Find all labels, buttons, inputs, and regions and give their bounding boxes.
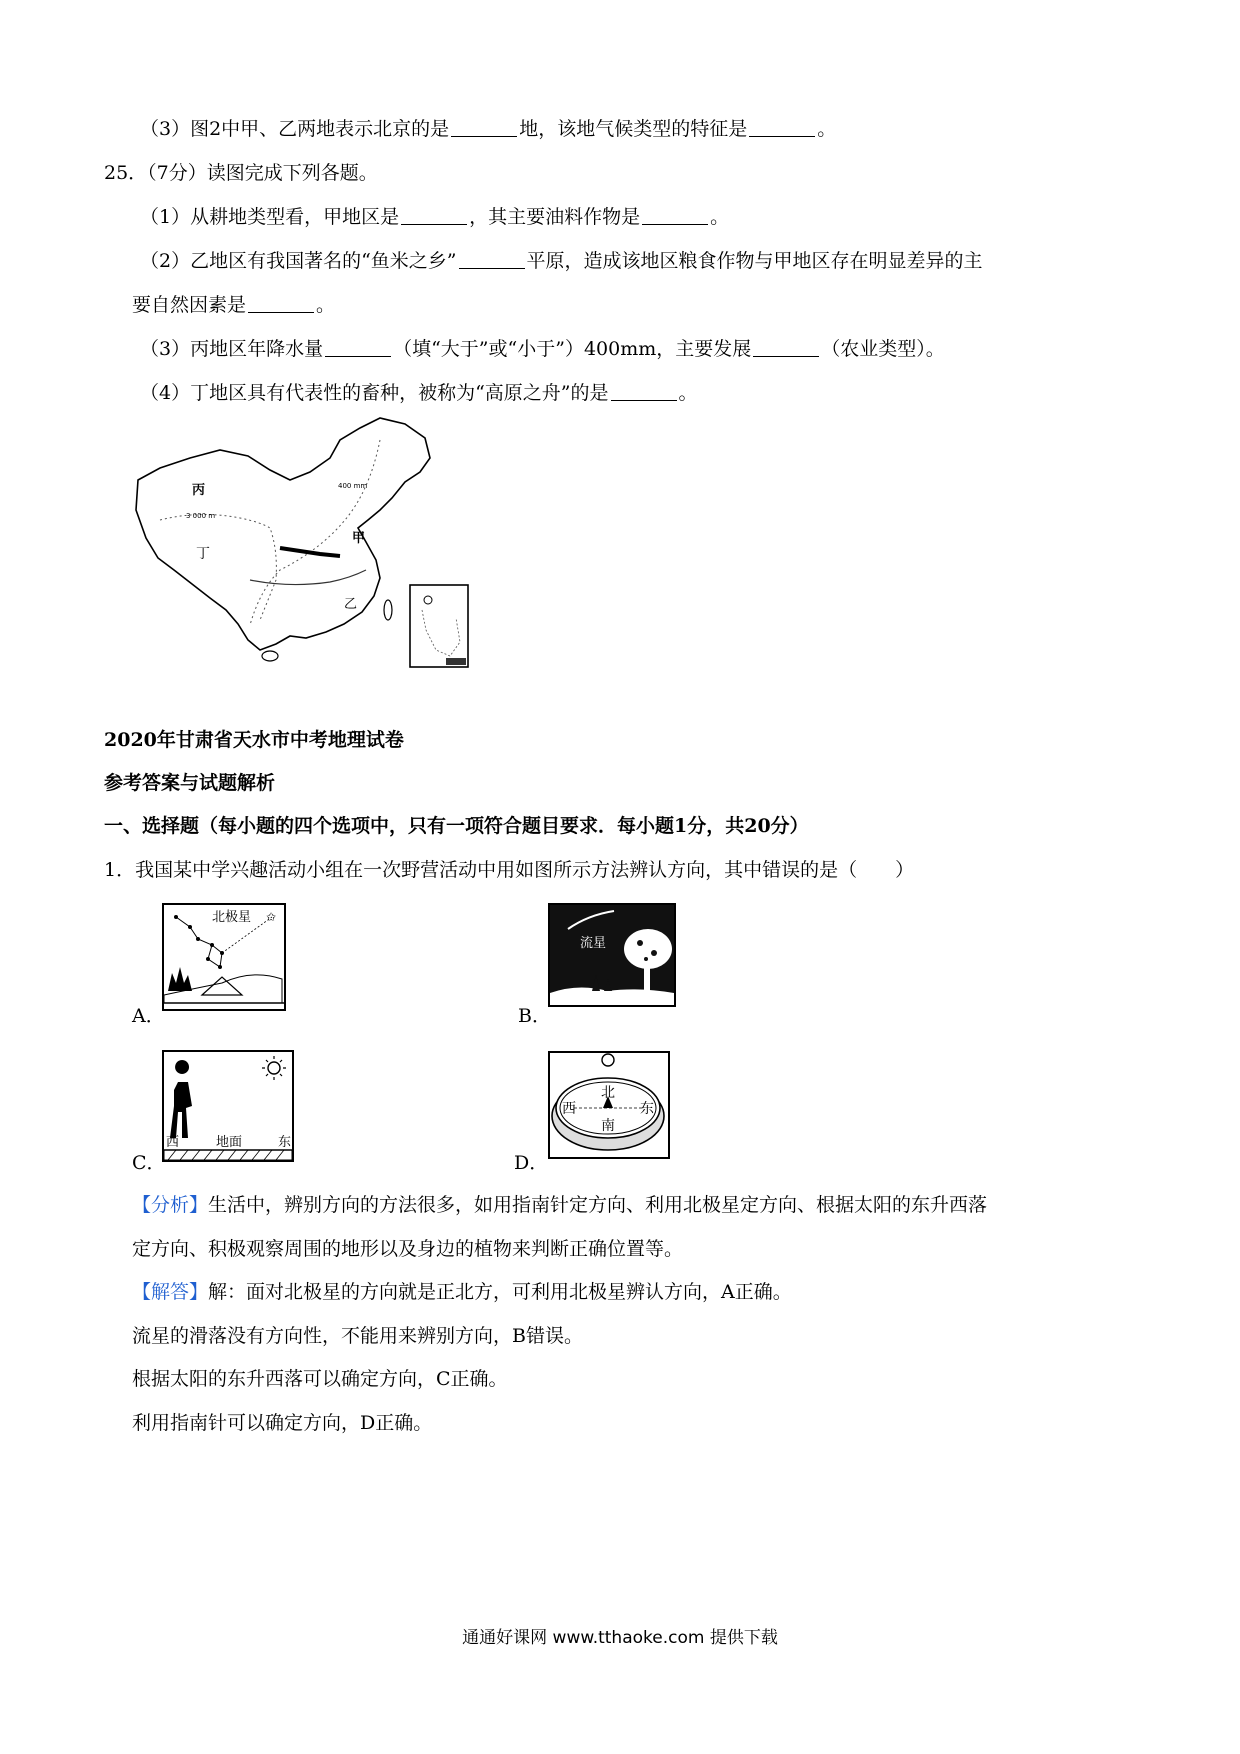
label-jia: 甲: [352, 531, 366, 546]
solution-line-3: 根据太阳的东升西落可以确定方向，C正确。: [132, 1368, 508, 1390]
meteor-label: 流星: [580, 936, 607, 951]
answer-blank[interactable]: [325, 338, 391, 357]
answer-blank[interactable]: [401, 206, 467, 225]
answer-blank[interactable]: [753, 338, 819, 357]
label-ding: 丁: [196, 546, 210, 562]
east-label: 东: [278, 1135, 292, 1150]
china-map-figure: [130, 410, 480, 670]
option-d-label[interactable]: D．: [514, 1152, 549, 1174]
q25-sub2-line2: 要自然因素是 。: [132, 294, 336, 316]
south-sea-inset: [410, 585, 468, 667]
solution-tag: 【解答】: [132, 1281, 209, 1303]
solution-line-2: 流星的滑落没有方向性，不能用来辨别方向，B错误。: [132, 1325, 583, 1347]
polaris-label: 北极星: [212, 910, 252, 925]
option-b-label[interactable]: B．: [518, 1005, 551, 1027]
q25-sub3: （3）丙地区年降水量 （填“大于”或“小于”）400mm，主要发展 （农业类型）。: [140, 338, 945, 360]
answer-blank[interactable]: [248, 294, 314, 313]
compass-north: 北: [601, 1085, 615, 1101]
analysis-line-1: 【分析】生活中，辨别方向的方法很多，如用指南针定方向、利用北极星定方向、根据太阳的东升西落: [132, 1194, 988, 1216]
hainan-island: [262, 651, 278, 661]
label-400mm: 400 mm: [338, 482, 368, 490]
figure-b-meteor: [548, 903, 676, 1007]
answer-title: 2020年甘肃省天水市中考地理试卷: [104, 729, 404, 751]
compass-south: 南: [601, 1118, 615, 1134]
page-footer: 通通好课网 www.tthaoke.com 提供下载: [462, 1628, 778, 1648]
compass-west: 西: [562, 1101, 576, 1117]
inset-label-box: [446, 658, 466, 665]
label-bing: 丙: [192, 483, 206, 498]
answer-blank[interactable]: [642, 206, 708, 225]
option-c-label[interactable]: C．: [132, 1152, 166, 1174]
label-yi: 乙: [344, 597, 358, 612]
star-icon: ✩: [266, 910, 277, 924]
taiwan-island: [384, 600, 392, 620]
compass-east: 东: [640, 1101, 654, 1117]
answer-subtitle: 参考答案与试题解析: [104, 772, 276, 794]
answer-blank[interactable]: [611, 382, 677, 401]
figure-a-polaris: [162, 903, 286, 1011]
analysis-tag: 【分析】: [132, 1194, 209, 1216]
figure-c-sun: [162, 1050, 294, 1162]
figure-d-compass: [548, 1050, 670, 1160]
label-3000m: 3 000 m: [186, 512, 216, 520]
option-a-label[interactable]: A．: [132, 1005, 165, 1027]
question-1: 1．我国某中学兴趣活动小组在一次野营活动中用如图所示方法辨认方向，其中错误的是（ ）: [104, 859, 915, 881]
west-label: 西: [166, 1135, 180, 1150]
answer-blank[interactable]: [749, 118, 815, 137]
section-heading: 一、选择题（每小题的四个选项中，只有一项符合题目要求．每小题1分，共20分）: [104, 815, 809, 837]
q25-sub1: （1）从耕地类型看，甲地区是 ，其主要油料作物是 。: [140, 206, 730, 228]
q25-sub2-line1: （2）乙地区有我国著名的“鱼米之乡” 平原，造成该地区粮食作物与甲地区存在明显差异的主: [140, 250, 983, 272]
q24-sub3: （3）图2中甲、乙两地表示北京的是 地，该地气候类型的特征是 。: [140, 118, 837, 140]
q25-sub4: （4）丁地区具有代表性的畜种，被称为“高原之舟”的是 。: [140, 382, 698, 404]
q25-heading: 25．（7分）读图完成下列各题。: [104, 162, 378, 184]
answer-blank[interactable]: [459, 250, 525, 269]
answer-blank[interactable]: [451, 118, 517, 137]
solution-line-1: 【解答】解：面对北极星的方向就是正北方，可利用北极星辨认方向，A正确。: [132, 1281, 792, 1303]
analysis-line-2: 定方向、积极观察周围的地形以及身边的植物来判断正确位置等。: [132, 1238, 684, 1260]
ground-label: 地面: [216, 1135, 243, 1150]
solution-line-4: 利用指南针可以确定方向，D正确。: [132, 1412, 433, 1434]
